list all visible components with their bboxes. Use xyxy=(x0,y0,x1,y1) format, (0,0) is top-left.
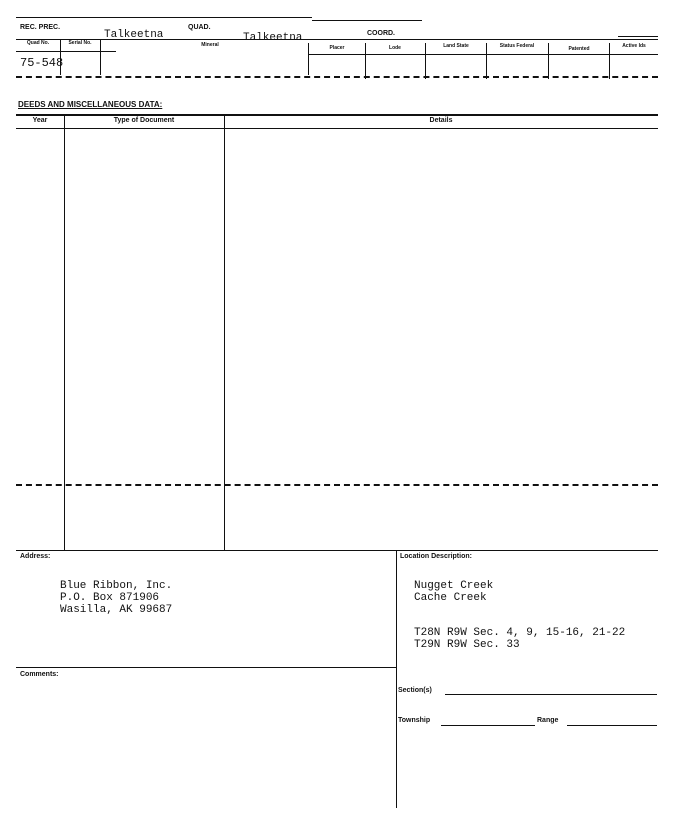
creek-line: Nugget Creek xyxy=(414,580,494,592)
township-label: Township xyxy=(398,717,431,724)
col-lode: Lode xyxy=(389,45,401,51)
address-block xyxy=(60,580,172,616)
col-land-state: Land State xyxy=(443,43,469,49)
col-placer: Placer xyxy=(329,45,345,51)
quad-label: QUAD. xyxy=(188,24,211,31)
coord-label: COORD. xyxy=(367,30,395,37)
address-line: P.O. Box 871906 xyxy=(60,592,160,604)
address-line: Wasilla, AK 99687 xyxy=(60,604,173,616)
col-active-ids: Active Ids xyxy=(622,43,646,49)
township-list xyxy=(414,627,625,651)
quad-no-value: 75-548 xyxy=(20,56,64,70)
township-input-line[interactable] xyxy=(441,725,535,726)
header-label-rule xyxy=(16,39,658,40)
section-label: Section(s) xyxy=(398,687,432,694)
creek-line: Cache Creek xyxy=(414,592,487,604)
deeds-dashed-rule xyxy=(16,484,658,486)
top-rule-left xyxy=(16,17,312,18)
rec-prec-value: Talkeetna xyxy=(104,29,164,41)
deeds-title: DEEDS AND MISCELLANEOUS DATA: xyxy=(18,100,163,109)
address-label: Address: xyxy=(20,553,51,560)
col-year: Year xyxy=(32,117,48,124)
range-label: Range xyxy=(537,717,559,724)
top-rule-right xyxy=(618,36,658,37)
comments-label: Comments: xyxy=(20,671,59,678)
col-divider-6 xyxy=(486,43,487,79)
quad-value: Talkeetna xyxy=(243,32,303,44)
header-dashed-rule xyxy=(16,76,658,78)
range-input-line[interactable] xyxy=(567,725,657,726)
deeds-top-rule xyxy=(16,114,658,116)
col-quad-no: Quad No. xyxy=(26,40,50,46)
col-mineral: Mineral xyxy=(201,42,219,48)
top-rule-mid xyxy=(312,20,422,21)
col-divider-5 xyxy=(425,43,426,79)
rec-prec-label: REC. PREC. xyxy=(20,24,61,31)
col-divider-2 xyxy=(100,39,101,75)
address-line: Blue Ribbon, Inc. xyxy=(60,580,173,592)
location-description-label: Location Description: xyxy=(400,553,472,560)
col-serial-no: Serial No. xyxy=(68,40,92,46)
section-input-line[interactable] xyxy=(445,694,657,695)
col-type-of-document: Type of Document xyxy=(113,117,175,124)
col-status-federal: Status Federal xyxy=(499,43,535,49)
colhead-rule-b xyxy=(308,54,658,55)
col-patented: Patented xyxy=(568,46,590,52)
deeds-header-rule xyxy=(16,128,658,129)
deeds-bottom-rule xyxy=(16,550,658,551)
creek-list xyxy=(414,580,493,604)
township-line: T29N R9W Sec. 33 xyxy=(414,639,520,651)
lower-center-divider xyxy=(396,550,397,808)
township-line: T28N R9W Sec. 4, 9, 15-16, 21-22 xyxy=(414,627,626,639)
col-divider-7 xyxy=(548,43,549,79)
comments-top-rule xyxy=(16,667,396,668)
col-details: Details xyxy=(429,117,453,124)
col-divider-8 xyxy=(609,43,610,79)
col-divider-3 xyxy=(308,43,309,75)
colhead-rule-a xyxy=(16,51,116,52)
